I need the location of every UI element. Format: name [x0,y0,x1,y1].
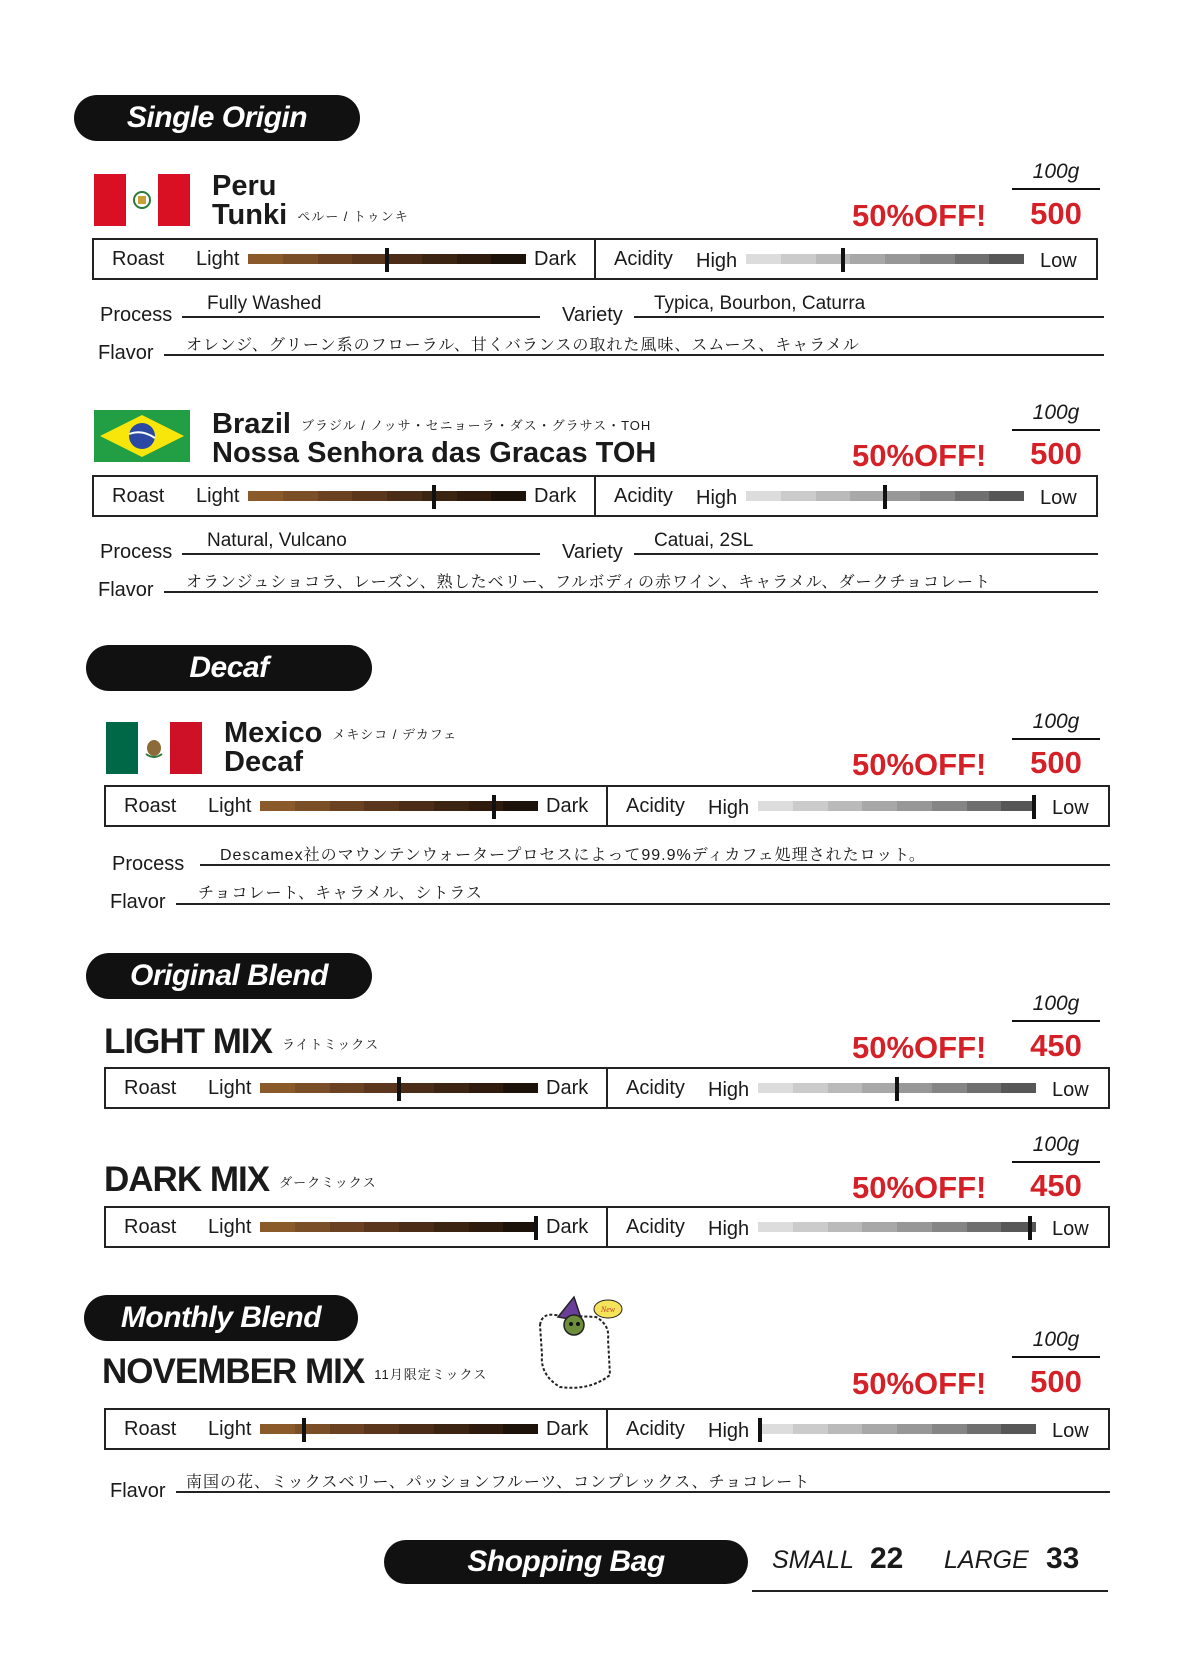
section-monthly-blend: Monthly Blend [84,1295,358,1341]
mexico-flavor-line [176,903,1110,905]
section-single-origin: Single Origin [74,95,360,141]
light-mix-roast-bar-marker [397,1077,401,1101]
peru-roast-scale [94,240,594,278]
november-mix-roast-scale: Roast Light Dark [124,1418,589,1440]
november-mix-jp-name: 11月限定ミックス [374,1367,488,1383]
dark-mix-roast-bar [260,1222,538,1232]
acidity-label: Acidity [614,248,673,270]
dark-mix-acidity-bar-marker [1028,1216,1032,1240]
dark-mix-roast-scale: Roast Light Dark [124,1216,589,1238]
november-mix-acidity-bar [758,1424,1036,1434]
acidity-low-label: Low [1040,250,1077,272]
brazil-variety-value: Catuai, 2SL [654,530,754,551]
dark-mix-price: 450 [1030,1168,1082,1203]
november-mix-profile-box [104,1408,1110,1450]
peru-flavor-label: Flavor [98,342,154,364]
acidity-high-label: High [696,250,738,272]
brazil-flavor-label: Flavor [98,579,154,601]
large-bag-label: LARGE [944,1546,1029,1574]
brazil-roast-bar-marker [432,485,436,509]
peru-profile-box [92,238,1098,280]
dark-mix-size-underline [1012,1161,1100,1163]
light-mix-size-underline [1012,1020,1100,1022]
dark-mix-jp-name: ダークミックス [279,1175,377,1191]
brazil-acidity-bar [746,491,1024,501]
peru-acidity-scale [594,240,1096,278]
november-mix-acidity-scale: Acidity High Low [606,1410,1108,1448]
peru-jp-name: ペルー / トゥンキ [297,208,409,224]
mexico-process-value: Descamex社のマウンテンウォータープロセスによって99.9%ディカフェ処理されたロット。 [220,847,926,864]
peru-acidity-bar [746,254,1024,264]
november-mix-size: 100g [1032,1328,1080,1351]
november-mix-size-underline [1012,1356,1100,1358]
light-mix-size: 100g [1032,992,1080,1015]
dark-mix-size: 100g [1032,1133,1080,1156]
brazil-acidity-bar-marker [883,485,887,509]
peru-discount: 50%OFF! [852,198,987,233]
mexico-acidity-bar [758,801,1036,811]
dark-mix-name: DARK MIX ダークミックス [104,1160,377,1199]
mexico-flavor-label: Flavor [110,891,166,913]
mexico-profile-box [104,785,1110,827]
section-decaf: Decaf [86,645,372,691]
small-bag-price: 22 [870,1542,904,1575]
brazil-acidity-scale: Acidity High Low [594,477,1096,515]
peru-variety-label: Variety [562,304,623,326]
november-mix-acidity-bar-marker [758,1418,762,1442]
brazil-size: 100g [1032,401,1080,424]
roast-dark-label: Dark [534,248,577,270]
peru-variety-value: Typica, Bourbon, Caturra [654,293,866,314]
brazil-flag-icon [94,410,190,462]
light-mix-price: 450 [1030,1028,1082,1063]
november-mix-discount: 50%OFF! [852,1366,987,1401]
brazil-price: 500 [1030,436,1082,471]
brazil-roast-bar [248,491,526,501]
november-mix-price: 500 [1030,1364,1082,1399]
mexico-name-line1: Mexico メキシコ / デカフェ [224,717,458,749]
wizard-mascot-icon [530,1295,630,1395]
peru-flavor-value: オレンジ、グリーン系のフローラル、甘くバランスの取れた風味、スムース、キャラメル [186,337,860,354]
november-mix-roast-bar-marker [302,1418,306,1442]
dark-mix-acidity-bar [758,1222,1036,1232]
light-mix-profile-box [104,1067,1110,1109]
brazil-jp-name: ブラジル / ノッサ・セニョーラ・ダス・グラサス・TOH [300,417,652,433]
peru-price: 500 [1030,196,1082,231]
light-mix-acidity-bar [758,1083,1036,1093]
large-bag-price: 33 [1046,1542,1080,1575]
light-mix-discount: 50%OFF! [852,1030,987,1065]
dark-mix-acidity-scale: Acidity High Low [606,1208,1108,1246]
peru-process-value: Fully Washed [207,293,322,314]
peru-process-label: Process [100,304,173,326]
november-mix-flavor-label: Flavor [110,1480,166,1502]
mexico-price: 500 [1030,745,1082,780]
brazil-flavor-value: オランジュショコラ、レーズン、熟したベリー、フルボディの赤ワイン、キャラメル、ダークチョコレート [186,574,992,591]
peru-size-underline [1012,188,1100,190]
light-mix-name: LIGHT MIX ライトミックス [104,1022,380,1061]
mexico-size-underline [1012,738,1100,740]
brazil-process-line [182,553,540,555]
brazil-name-line2: Nossa Senhora das Gracas TOH [212,437,657,469]
november-mix-name: NOVEMBER MIX 11月限定ミックス [102,1352,488,1391]
mexico-roast-bar [260,801,538,811]
mexico-name-line2: Decaf [224,746,303,778]
peru-roast-bar-marker [385,248,389,272]
peru-process-line [182,316,540,318]
dark-mix-discount: 50%OFF! [852,1170,987,1205]
shopping-bag-underline [752,1590,1108,1592]
peru-acidity-bar-marker [841,248,845,272]
section-original-blend: Original Blend [86,953,372,999]
november-mix-roast-bar [260,1424,538,1434]
brazil-roast-scale: Roast Light Dark [112,485,577,507]
mexico-flag-icon [106,722,202,774]
light-mix-roast-bar [260,1083,538,1093]
mexico-size: 100g [1032,710,1080,733]
mexico-process-label: Process [112,853,185,875]
dark-mix-roast-bar-marker [534,1216,538,1240]
mexico-acidity-scale: Acidity High Low [606,787,1108,825]
brazil-variety-label: Variety [562,541,623,563]
brazil-profile-box [92,475,1098,517]
light-mix-roast-scale: Roast Light Dark [124,1077,589,1099]
mexico-discount: 50%OFF! [852,747,987,782]
mexico-roast-scale: Roast Light Dark [124,795,589,817]
roast-label: Roast [112,248,165,270]
brazil-discount: 50%OFF! [852,438,987,473]
brazil-size-underline [1012,429,1100,431]
mexico-jp-name: メキシコ / デカフェ [332,726,458,742]
mexico-roast-bar-marker [492,795,496,819]
peru-name-line2: Tunki ペルー / トゥンキ [212,199,409,231]
brazil-name-line1: Brazil ブラジル / ノッサ・セニョーラ・ダス・グラサス・TOH [212,408,652,440]
shopping-bag-pill: Shopping Bag [384,1540,748,1584]
peru-variety-line [634,316,1104,318]
light-mix-jp-name: ライトミックス [281,1037,380,1053]
dark-mix-profile-box [104,1206,1110,1248]
light-mix-acidity-scale: Acidity High Low [606,1069,1108,1107]
new-badge: New [600,1305,616,1314]
small-bag-label: SMALL [772,1546,854,1574]
peru-name-line1: Peru [212,170,277,202]
roast-light-label: Light [196,248,240,270]
light-mix-acidity-bar-marker [895,1077,899,1101]
peru-roast-bar [248,254,526,264]
brazil-variety-line [634,553,1098,555]
mexico-acidity-bar-marker [1032,795,1036,819]
mexico-flavor-value: チョコレート、キャラメル、シトラス [198,885,483,902]
peru-size: 100g [1032,160,1080,183]
brazil-process-value: Natural, Vulcano [207,530,347,551]
peru-flag-icon [94,174,190,226]
november-mix-flavor-value: 南国の花、ミックスベリー、パッションフルーツ、コンプレックス、チョコレート [186,1474,811,1491]
brazil-process-label: Process [100,541,173,563]
